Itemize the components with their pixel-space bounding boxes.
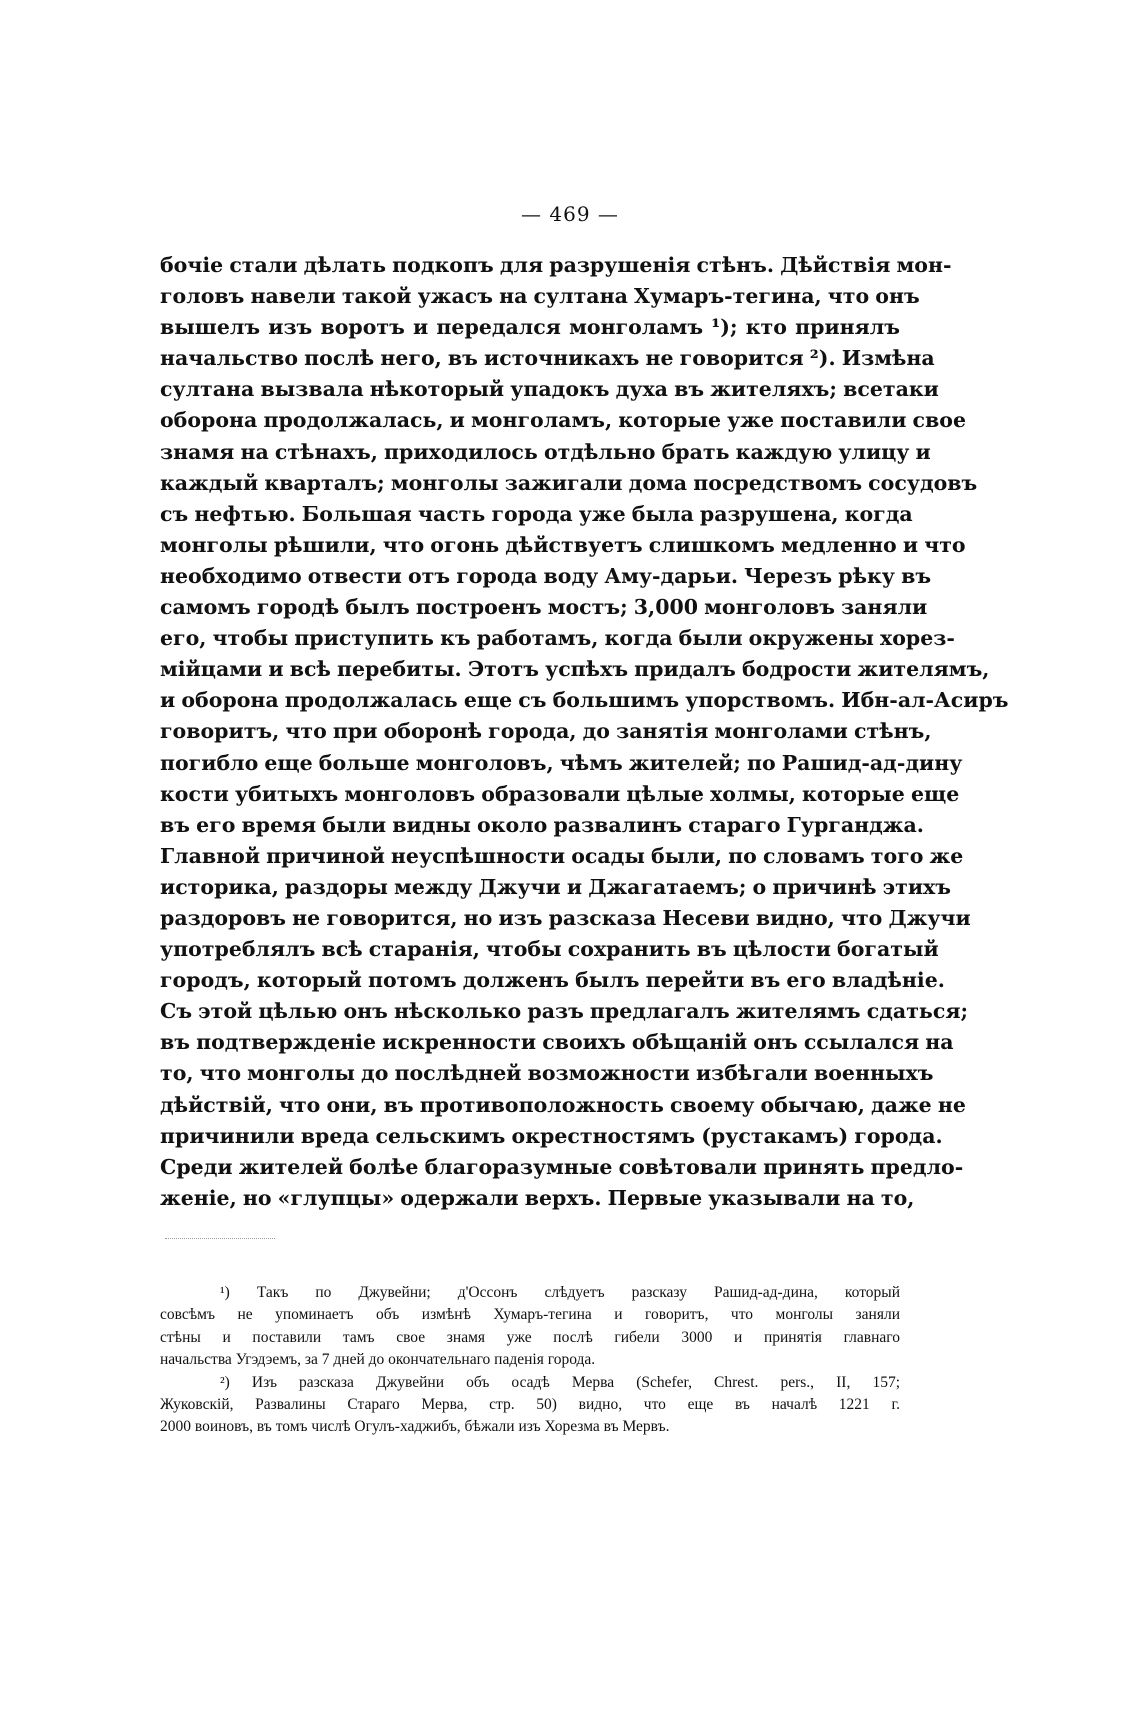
body-line: Главной причиной неуспѣшности осады были, по словамъ того же bbox=[160, 843, 964, 868]
body-line: необходимо отвести отъ города воду Аму-дарьи. Черезъ рѣку въ bbox=[160, 563, 932, 588]
body-line: историка, раздоры между Джучи и Джагатаемъ; о причинѣ этихъ bbox=[160, 874, 952, 899]
body-line: головъ навели такой ужасъ на султана Хумаръ-тегина, что онъ bbox=[160, 284, 920, 309]
body-line: городъ, который потомъ долженъ былъ перейти въ его владѣніе. bbox=[160, 968, 945, 993]
body-line: Среди жителей болѣе благоразумные совѣтовали принять предло- bbox=[160, 1154, 964, 1179]
body-line: кости убитыхъ монголовъ образовали цѣлые холмы, которые еще bbox=[160, 781, 960, 806]
body-line: говоритъ, что при оборонѣ города, до занятія монголами стѣнъ, bbox=[160, 719, 932, 744]
footnote-line: стѣны и поставили тамъ свое знамя уже послѣ гибели 3000 и принятія главнаго bbox=[160, 1328, 900, 1346]
body-text bbox=[160, 250, 1009, 1214]
body-line: въ подтвержденіе искренности своихъ обѣщаній онъ ссылался на bbox=[160, 1030, 954, 1055]
body-line: то, что монголы до послѣдней возможности избѣгали военныхъ bbox=[160, 1061, 934, 1086]
body-line: султана вызвала нѣкоторый упадокъ духа въ жителяхъ; всетаки bbox=[160, 377, 939, 402]
footnote-line: совсѣмъ не упоминаетъ объ измѣнѣ Хумаръ-тегина и говоритъ, что монголы заняли bbox=[160, 1306, 900, 1324]
body-line: причинили вреда сельскимъ окрестностямъ (рустакамъ) города. bbox=[160, 1123, 943, 1148]
body-line: его, чтобы приступить къ работамъ, когда были окружены хорез- bbox=[160, 626, 955, 651]
body-line: монголы рѣшили, что огонь дѣйствуетъ слишкомъ медленно и что bbox=[160, 532, 966, 557]
footnote-line: Жуковскій, Развалины Стараго Мерва, стр. 50) видно, что еще въ началѣ 1221 г. bbox=[160, 1396, 900, 1414]
body-line: съ нефтью. Большая часть города уже была разрушена, когда bbox=[160, 501, 913, 526]
body-line: самомъ городѣ былъ построенъ мостъ; 3,000 монголовъ заняли bbox=[160, 595, 928, 620]
body-line: и оборона продолжалась еще съ большимъ упорствомъ. Ибн-ал-Асиръ bbox=[160, 688, 1009, 713]
body-line: каждый кварталъ; монголы зажигали дома посредствомъ сосудовъ bbox=[160, 470, 978, 495]
footnote-line: 2000 воиновъ, въ томъ числѣ Огулъ-хаджибъ, бѣжали изъ Хорезма въ Мервъ. bbox=[160, 1418, 670, 1436]
footnotes bbox=[160, 1282, 900, 1439]
footnote-line: ²) Изъ разсказа Джувейни объ осадѣ Мерва (Schefer, Chrest. pers., II, 157; bbox=[220, 1373, 900, 1391]
body-line: дѣйствій, что они, въ противоположность своему обычаю, даже не bbox=[160, 1092, 966, 1117]
body-line: знамя на стѣнахъ, приходилось отдѣльно брать каждую улицу и bbox=[160, 439, 931, 464]
body-line: раздоровъ не говорится, но изъ разсказа Несеви видно, что Джучи bbox=[160, 905, 971, 930]
body-line: оборона продолжалась, и монголамъ, которые уже поставили свое bbox=[160, 408, 967, 433]
footnote-separator bbox=[165, 1238, 275, 1239]
body-line: вышелъ изъ воротъ и передался монголамъ ¹); кто принялъ bbox=[160, 315, 900, 340]
body-line: бочіе стали дѣлать подкопъ для разрушенія стѣнъ. Дѣйствія мон- bbox=[160, 253, 952, 277]
body-line: женіе, но «глупцы» одержали верхъ. Первые указывали на то, bbox=[160, 1185, 915, 1210]
footnote-line: начальства Угэдэемъ, за 7 дней до окончательнаго паденія города. bbox=[160, 1351, 596, 1369]
body-line: мійцами и всѣ перебиты. Этотъ успѣхъ придалъ бодрости жителямъ, bbox=[160, 657, 990, 682]
body-line: погибло еще больше монголовъ, чѣмъ жителей; по Рашид-ад-дину bbox=[160, 750, 963, 775]
footnote-line: ¹) Такъ по Джувейни; д'Оссонъ слѣдуетъ разсказу Рашид-ад-дина, который bbox=[220, 1284, 900, 1301]
body-line: употреблялъ всѣ старанія, чтобы сохранить въ цѣлости богатый bbox=[160, 937, 939, 962]
body-line: Съ этой цѣлью онъ нѣсколько разъ предлагалъ жителямъ сдаться; bbox=[160, 999, 969, 1024]
page-number: — 469 — bbox=[521, 202, 619, 226]
body-line: въ его время были видны около развалинъ стараго Гурганджа. bbox=[160, 812, 924, 837]
body-line: начальство послѣ него, въ источникахъ не говорится ²). Измѣна bbox=[160, 346, 935, 371]
